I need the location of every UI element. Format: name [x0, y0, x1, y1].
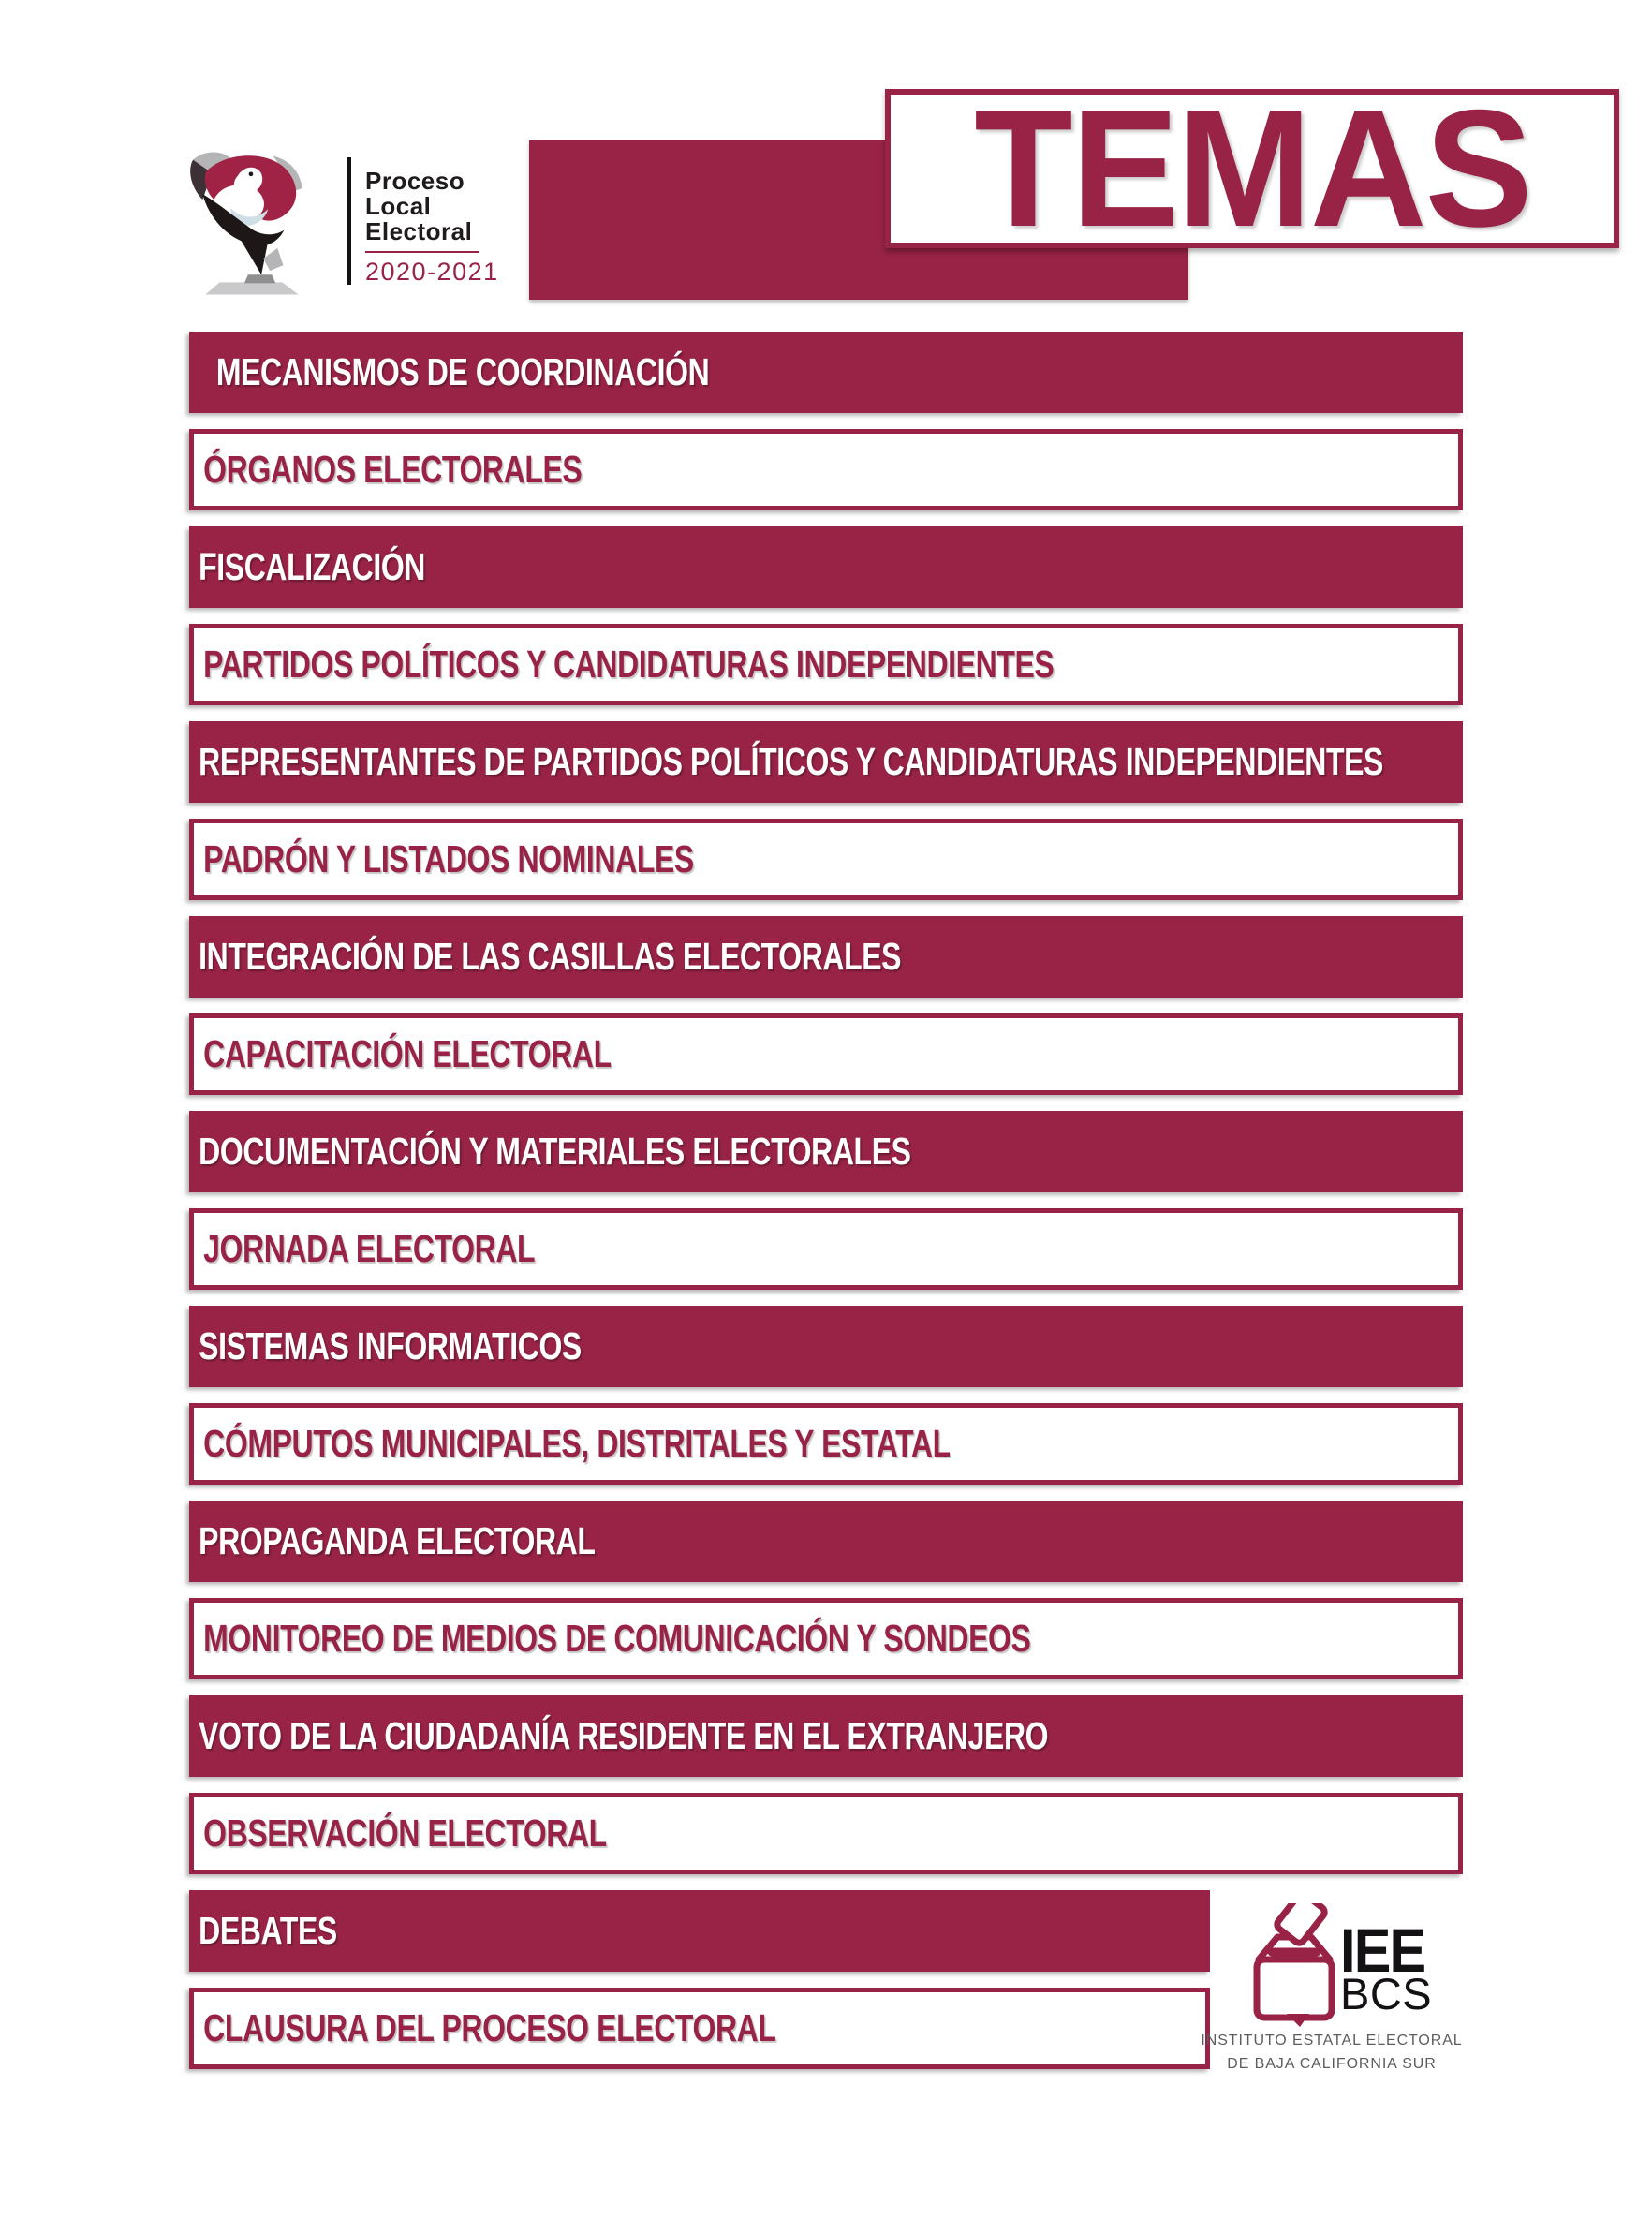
ballot-box-icon [1251, 1903, 1337, 2027]
topic-bar [189, 721, 1463, 803]
topic-bar [189, 1988, 1210, 2069]
topic-bar [189, 1013, 1463, 1095]
topic-bar [189, 1403, 1463, 1485]
topic-bar [189, 1111, 1463, 1192]
topic-bar [189, 1890, 1210, 1972]
topic-label: INTEGRACIÓN DE LAS CASILLAS ELECTORALES [199, 935, 902, 978]
institute-caption-line-1: INSTITUTO ESTATAL ELECTORAL [1201, 2033, 1463, 2048]
brand-line-2: Local [365, 192, 432, 220]
topic-label: ÓRGANOS ELECTORALES [203, 448, 583, 491]
topic-label: DEBATES [199, 1909, 337, 1952]
iee-acronym: IEE [1340, 1915, 1425, 1985]
topic-label: VOTO DE LA CIUDADANÍA RESIDENTE EN EL EXTRANJERO [199, 1714, 1049, 1757]
topic-label: OBSERVACIÓN ELECTORAL [203, 1812, 607, 1855]
bcs-acronym: BCS [1340, 1969, 1433, 2019]
topic-label: MECANISMOS DE COORDINACIÓN [215, 350, 710, 393]
topic-bar [189, 1598, 1463, 1679]
brand-line-1: Proceso [365, 167, 465, 195]
topic-bar [189, 429, 1463, 510]
page-title: TEMAS [973, 75, 1531, 261]
topic-bar [189, 819, 1463, 900]
topic-bar [189, 526, 1463, 608]
topic-bar [189, 916, 1463, 998]
topics-list [189, 332, 1463, 2085]
topic-label: CAPACITACIÓN ELECTORAL [203, 1032, 612, 1075]
topic-label: PARTIDOS POLÍTICOS Y CANDIDATURAS INDEPENDIENTES [203, 643, 1055, 686]
topic-label: REPRESENTANTES DE PARTIDOS POLÍTICOS Y CANDIDATURAS INDEPENDIENTES [199, 740, 1384, 783]
topic-bar [189, 1306, 1463, 1387]
institute-caption [1201, 2029, 1463, 2076]
topic-label: CÓMPUTOS MUNICIPALES, DISTRITALES Y ESTATAL [203, 1422, 951, 1465]
topic-bar [189, 1501, 1463, 1582]
topic-label: MONITOREO DE MEDIOS DE COMUNICACIÓN Y SONDEOS [203, 1617, 1031, 1660]
topic-bar [189, 1793, 1463, 1874]
topic-bar [189, 624, 1463, 705]
brand-text-block [365, 169, 499, 287]
topic-label: DOCUMENTACIÓN Y MATERIALES ELECTORALES [199, 1130, 911, 1173]
topic-label: PADRÓN Y LISTADOS NOMINALES [203, 837, 694, 880]
brand-rule [365, 251, 479, 253]
brand-years: 2020-2021 [365, 258, 499, 286]
brand-line-3: Electoral [365, 217, 473, 245]
topic-label: PROPAGANDA ELECTORAL [199, 1519, 596, 1562]
logo-divider [347, 157, 351, 285]
topic-bar [189, 332, 1463, 413]
topic-bar [189, 1208, 1463, 1290]
topic-label: FISCALIZACIÓN [199, 545, 426, 588]
topic-label: JORNADA ELECTORAL [203, 1227, 536, 1270]
topic-label: SISTEMAS INFORMATICOS [199, 1324, 582, 1368]
title-box [885, 75, 1619, 261]
topic-label: CLAUSURA DEL PROCESO ELECTORAL [203, 2006, 776, 2049]
topic-bar [189, 1695, 1463, 1777]
proceso-local-electoral-dove-logo [184, 150, 326, 298]
institute-caption-line-2: DE BAJA CALIFORNIA SUR [1227, 2056, 1437, 2072]
iee-bcs-wordmark [1340, 1915, 1434, 2019]
